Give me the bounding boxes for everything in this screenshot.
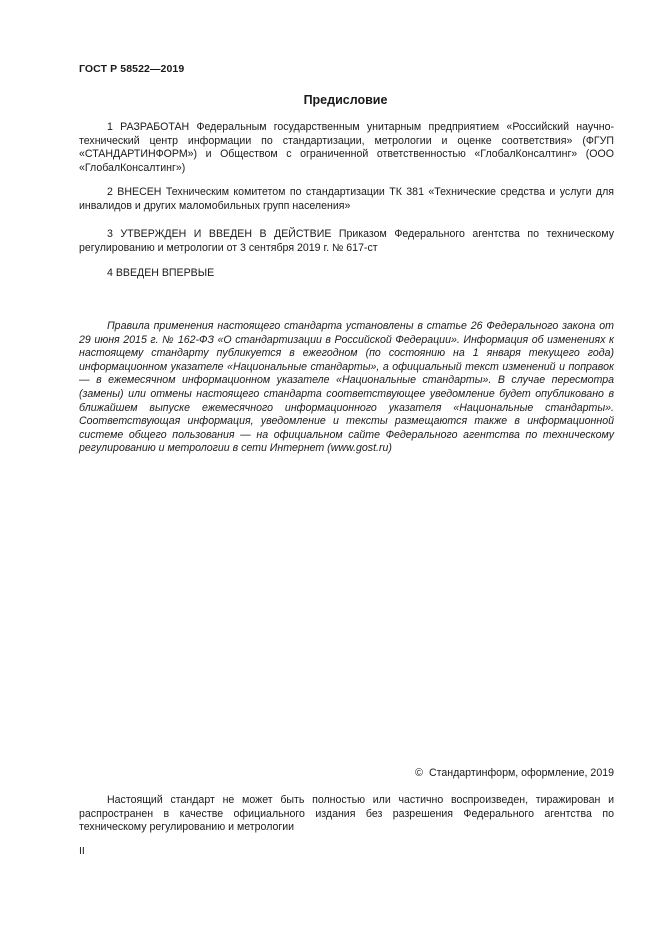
section-title: Предисловие: [303, 93, 388, 107]
page-number: II: [79, 845, 85, 857]
copyright-symbol: ©: [415, 767, 423, 779]
paragraph-first-introduced: 4 ВВЕДЕН ВПЕРВЫЕ: [107, 267, 215, 279]
application-rules-notice: Правила применения настоящего стандарта установлены в статье 26 Федерального закона от 29 июня 2015 г. № 162-ФЗ «О стандартизации в Российской Федерации». Информация об изменениях к настоящему стандарту публикуется в ежегодном (по состоянию на 1 января текущего года) информационном указателе «Национальные стандарты», а официальный текст изменений и поправок — в ежемесячном информационном указателе «Национальные стандарты». В случае пересмотра (замены) или отмены настоящего стандарта соответствующее уведомление будет опубликовано в ближайшем выпуске ежемесячного информационного указателя «Национальные стандарты». Соответствующая информация, уведомление и тексты размещаются также в информационной системе общего пользования — на официальном сайте Федерального агентства по техническому регулированию и метрологии в сети Интернет (www.gost.ru): [79, 320, 614, 455]
copyright-text: Стандартинформ, оформление, 2019: [428, 767, 614, 779]
paragraph-approved: 3 УТВЕРЖДЕН И ВВЕДЕН В ДЕЙСТВИЕ Приказом Федерального агентства по техническому регулированию и метрологии от 3 сентября 2019 г. № 617-ст: [79, 228, 614, 254]
document-code: ГОСТ Р 58522—2019: [79, 63, 185, 75]
paragraph-developed: 1 РАЗРАБОТАН Федеральным государственным унитарным предприятием «Российский научно-технический центр информации по стандартизации, метрологии и оценке соответствия» (ФГУП «СТАНДАРТИНФОРМ») и Обществом с ограниченной ответственностью «ГлобалКонсалтинг» (ООО «ГлобалКонсалтинг»): [79, 121, 614, 174]
copyright-line: [415, 767, 614, 779]
paragraph-introduced: 2 ВНЕСЕН Техническим комитетом по стандартизации ТК 381 «Технические средства и услуги для инвалидов и других маломобильных групп населения»: [79, 186, 614, 212]
reproduction-notice: Настоящий стандарт не может быть полностью или частично воспроизведен, тиражирован и распространен в качестве официального издания без разрешения Федерального агентства по техническому регулированию и метрологии: [79, 794, 614, 834]
